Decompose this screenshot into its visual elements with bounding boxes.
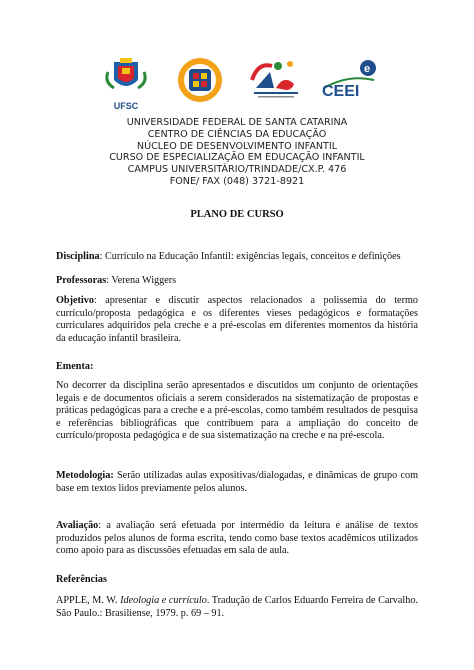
metodologia-label: Metodologia: [56,470,114,481]
objetivo-label: Objetivo [56,295,94,306]
avaliacao-label: Avaliação [56,520,99,531]
header-line-phone: FONE/ FAX (048) 3721-8921 [169,175,305,187]
ced-logo-icon [178,58,222,102]
reference-author: APPLE, M. W. [56,595,121,606]
ceei-logo [318,58,382,107]
ementa-heading: Ementa: [56,361,94,372]
reference-rest: . Tradução de Carlos Eduardo Ferreira de Carvalho. São Paulo.: Brasiliense, 1979. p. 69 – 91. [56,595,418,619]
objetivo-paragraph [56,295,418,345]
ufsc-caption: UFSC [113,101,139,111]
header-line-course: CURSO DE ESPECIALIZAÇÃO EM EDUCAÇÃO INFANTIL [109,152,365,164]
logos-row [100,58,390,114]
disciplina-label: Disciplina [56,251,100,262]
header-line-university: UNIVERSIDADE FEDERAL DE SANTA CATARINA [126,117,348,128]
ementa-text: No decorrer da disciplina serão apresentados e discutidos um conjunto de orientações legais e de documentos oficiais a serem considerados na sistematização de propostas e práticas pedagógicas para a creche e a pré-escolas, como também resultados de pesquisa e referências bibliográficas que contribuem para a ampliação do conceito de currículo/proposta pedagógica e de sua sistematização na creche e na pré-escola. [56,380,418,441]
ced-logo [178,58,222,107]
disciplina-paragraph [56,251,418,264]
avaliacao-paragraph [56,520,418,558]
professoras-paragraph [56,275,418,288]
header-line-center: CENTRO DE CIÊNCIAS DA EDUCAÇÃO [147,128,327,140]
svg-text:e: e [364,63,371,75]
reference-item [56,595,418,620]
document-title: PLANO DE CURSO [190,209,284,220]
avaliacao-text: : a avaliação será efetuada por intermédio da leitura e análise de textos produzidos pelos alunos de forma escrita, tendo como base textos acadêmicos utilizados como apoio para as discussões efetuadas em sala de aula. [56,520,418,556]
ufsc-logo [100,58,152,111]
metodologia-text: Serão utilizadas aulas expositivas/dialogadas, e dinâmicas de grupo com base em textos lidos previamente pelos alunos. [56,470,418,494]
ceei-logo-icon [318,58,382,102]
metodologia-paragraph [56,470,418,495]
disciplina-text: : Currículo na Educação Infantil: exigências legais, conceitos e definições [99,251,401,262]
professoras-label: Professoras [56,275,107,286]
header-line-nucleus: NÚCLEO DE DESENVOLVIMENTO INFANTIL [136,140,338,152]
nei-logo-icon [248,58,304,102]
header-line-campus: CAMPUS UNIVERSITÁRIO/TRINDADE/CX.P. 476 [127,164,347,176]
nei-logo [248,58,304,107]
ceei-wordmark: CEEI [322,83,360,100]
referencias-heading: Referências [56,574,107,585]
objetivo-text: : apresentar e discutir aspectos relacionados a polissemia do termo currículo/proposta pedagógica e os diferentes vieses pedagógicos e formatações curriculares adquiridos pela creche e a pré-escolas em diferentes momentos da história da educação infantil brasileira. [56,295,418,344]
institutional-header [0,117,474,188]
reference-title: Ideologia e currículo [120,595,207,606]
ufsc-crest-icon [100,58,152,98]
professoras-text: : Verena Wiggers [106,275,177,286]
